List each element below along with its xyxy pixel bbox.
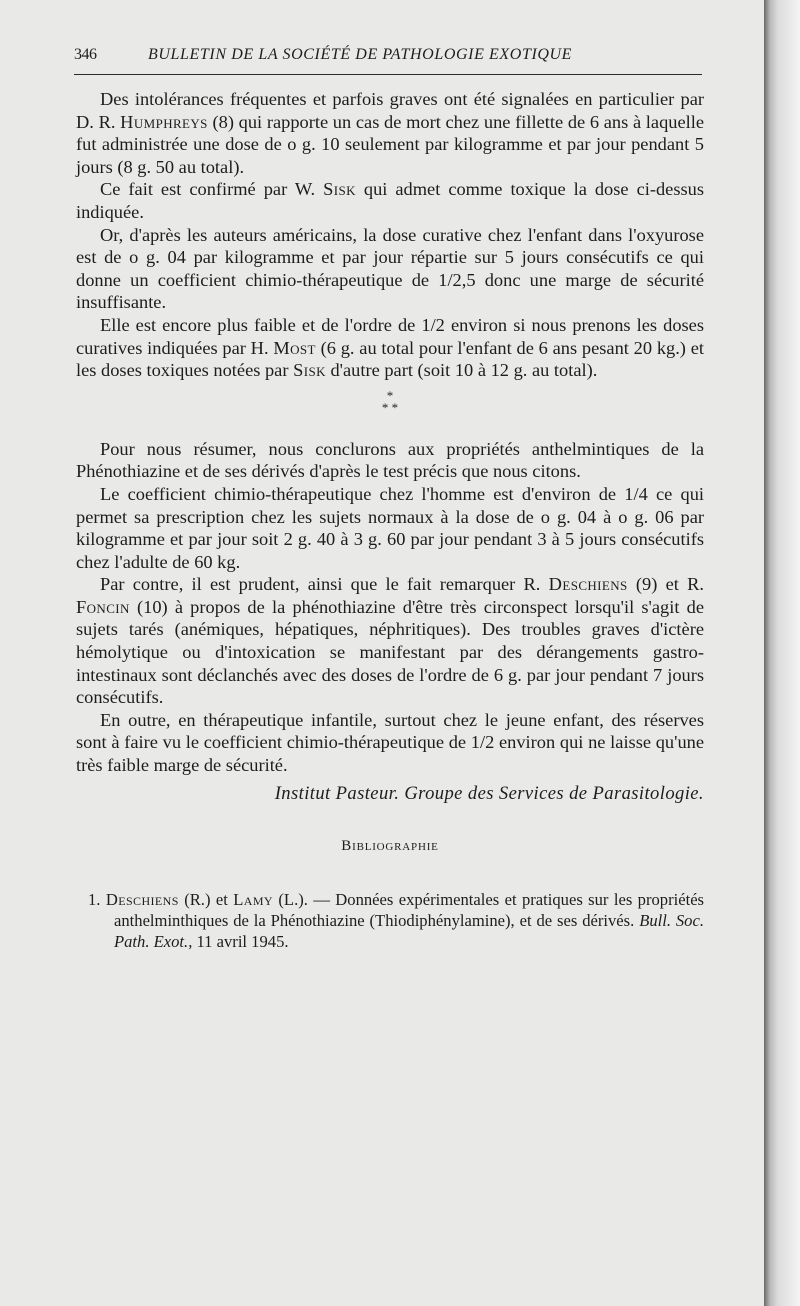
ref-author: Lamy bbox=[233, 890, 273, 910]
article-body bbox=[76, 88, 704, 952]
paragraph-1: Des intolérances fréquentes et parfois graves ont été signalées en particulier par D. R. Humphreys (8) qui rapporte un cas de mort chez une fillette de 6 ans à laquelle fut administrée une dose de o g. 10 seulement par kilogramme et par jour pendant 5 jours (8 g. 50 au total). bbox=[76, 89, 705, 177]
page-binding-edge bbox=[764, 0, 800, 1306]
author-name: Foncin bbox=[76, 596, 130, 617]
ref-author: Deschiens bbox=[105, 890, 179, 910]
author-name: Most bbox=[273, 337, 316, 358]
paragraph-5: Pour nous résumer, nous conclurons aux propriétés anthelmintiques de la Phénothiazine et de ses dérivés d'après le test précis que nous citons. bbox=[76, 438, 704, 482]
ref-journal: Bull. Soc. Path. Exot., bbox=[114, 911, 704, 952]
paragraph-6: Le coefficient chimio-thérapeutique chez l'homme est d'environ de 1/4 ce qui permet sa prescription chez les sujets normaux à la dose de o g. 04 à o g. 06 par kilogramme et par jour soit 2 g. 40 à 3 g. 60 par jour pendant 3 à 5 jours consécutifs chez l'adulte de 60 kg. bbox=[76, 483, 704, 572]
paragraph-4: Elle est encore plus faible et de l'ordre de 1/2 environ si nous prenons les doses curatives indiquées par H. Most (6 g. au total pour l'enfant de 6 ans pesant 20 kg.) et les doses toxiques notées par Sisk d'autre part (soit 10 à 12 g. au total). bbox=[76, 314, 704, 381]
page-number: 346 bbox=[74, 46, 97, 63]
section-separator bbox=[76, 382, 704, 438]
author-name: Deschiens bbox=[548, 574, 628, 595]
separator-stars: * * bbox=[381, 399, 399, 415]
running-title: BULLETIN DE LA SOCIÉTÉ DE PATHOLOGIE EXOTIQUE bbox=[148, 46, 573, 63]
paragraph-3: Or, d'après les auteurs américains, la dose curative chez l'enfant dans l'oxyurose est de o g. 04 par kilogramme et par jour répartie sur 5 jours consécutifs ce qui donne un coefficient chimio-thérapeutique de 1/2,5 donc une marge de sécurité insuffisante. bbox=[76, 224, 704, 313]
institute-signature: Institut Pasteur. Groupe des Services de Parasitologie. bbox=[274, 782, 704, 804]
ref-date: 11 avril 1945. bbox=[196, 932, 289, 952]
bibliography-entry: 1. Deschiens (R.) et Lamy (L.). — Données expérimentales et pratiques sur les propriétés anthelminthiques de la Phénothiazine (Thiodiphénylamine), et de ses dérivés. Bull. Soc. Path. Exot., 11 avril 1945. bbox=[88, 890, 705, 952]
separator-star: * bbox=[386, 387, 394, 403]
paragraph-2: Ce fait est confirmé par W. Sisk qui admet comme toxique la dose ci-dessus indiquée. bbox=[76, 179, 704, 222]
author-name: Humphreys bbox=[120, 111, 208, 132]
author-name: Sisk bbox=[293, 360, 326, 381]
bibliography-title: Bibliographie bbox=[341, 838, 439, 855]
paragraph-8: En outre, en thérapeutique infantile, surtout chez le jeune enfant, des réserves sont à faire vu le coefficient chimio-thérapeutique de 1/2 environ qui ne laisse qu'une très faible marge de sécurité. bbox=[76, 709, 704, 776]
header-rule bbox=[74, 74, 702, 75]
page-header bbox=[74, 46, 704, 70]
author-name: Sisk bbox=[323, 179, 356, 200]
paragraph-7: Par contre, il est prudent, ainsi que le fait remarquer R. Deschiens (9) et R. Foncin (10) à propos de la phénothiazine d'être très circonspect lorsqu'il s'agit de sujets tarés (anémiques, hépatiques, néphritiques). Des troubles graves d'ictère hémolytique ou d'intoxication se manifestant par des dérangements gastro-intestinaux sont déclanchés avec des doses de l'ordre de 6 g. par jour pendant 7 jours consécutifs. bbox=[76, 574, 704, 708]
